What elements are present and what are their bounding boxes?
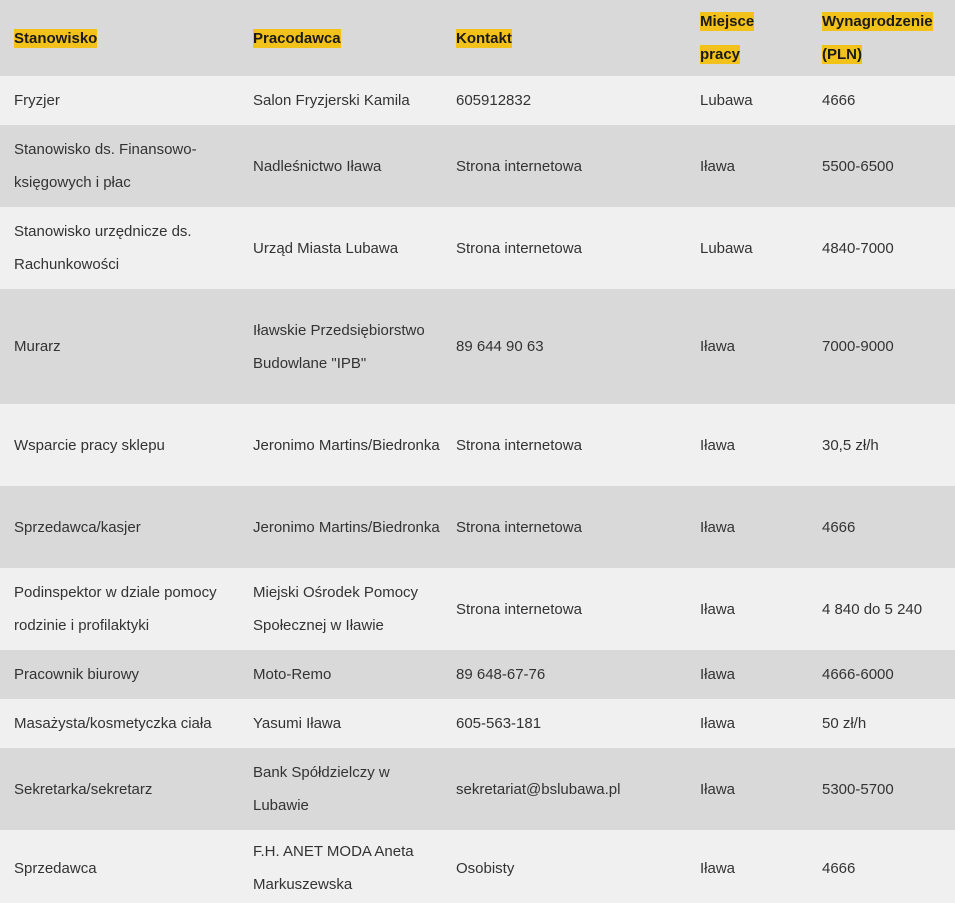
cell-kontakt: Strona internetowa <box>456 157 582 175</box>
cell-stanowisko: Pracownik biurowy <box>14 666 140 683</box>
table-header-row <box>0 0 955 76</box>
table-row <box>0 568 955 650</box>
cell-miejsce: Iława <box>700 436 736 454</box>
header-miejsce-pracy: Miejsce pracy <box>700 13 755 63</box>
cell-stanowisko: Murarz <box>14 338 61 355</box>
cell-wynagrodzenie: 4666 <box>822 518 856 536</box>
cell-miejsce: Iława <box>700 859 736 877</box>
cell-miejsce: Iława <box>700 338 736 355</box>
cell-stanowisko: Sprzedawca <box>14 859 97 877</box>
cell-pracodawca: Urząd Miasta Lubawa <box>253 239 399 257</box>
table-row <box>0 404 955 486</box>
cell-kontakt: Strona internetowa <box>456 518 582 536</box>
table-row <box>0 207 955 289</box>
table-row <box>0 748 955 830</box>
cell-miejsce: Lubawa <box>700 239 753 257</box>
cell-kontakt: 89 644 90 63 <box>456 338 544 355</box>
cell-wynagrodzenie: 4840-7000 <box>822 239 894 257</box>
table-row <box>0 76 955 125</box>
cell-wynagrodzenie: 5500-6500 <box>822 157 894 175</box>
cell-kontakt: Strona internetowa <box>456 239 582 257</box>
table-row <box>0 650 955 699</box>
cell-wynagrodzenie: 4 840 do 5 240 <box>822 600 923 618</box>
cell-stanowisko: Sekretarka/sekretarz <box>14 780 153 798</box>
header-kontakt: Kontakt <box>456 29 512 47</box>
cell-pracodawca: Iławskie Przedsiębiorstwo Budowlane "IPB" <box>253 321 425 372</box>
cell-kontakt: sekretariat@bslubawa.pl <box>456 780 621 798</box>
cell-stanowisko: Sprzedawca/kasjer <box>14 518 141 536</box>
cell-pracodawca: Jeronimo Martins/Biedronka <box>253 518 440 536</box>
cell-miejsce: Iława <box>700 666 736 683</box>
cell-pracodawca: Nadleśnictwo Iława <box>253 157 382 175</box>
table-row <box>0 125 955 207</box>
cell-kontakt: Osobisty <box>456 859 515 877</box>
cell-kontakt: 605-563-181 <box>456 715 542 732</box>
table-row <box>0 486 955 568</box>
header-stanowisko: Stanowisko <box>14 29 98 47</box>
cell-wynagrodzenie: 4666 <box>822 859 856 877</box>
cell-pracodawca: Jeronimo Martins/Biedronka <box>253 436 440 454</box>
cell-wynagrodzenie: 5300-5700 <box>822 780 894 798</box>
cell-wynagrodzenie: 30,5 zł/h <box>822 436 879 454</box>
cell-miejsce: Iława <box>700 600 736 618</box>
cell-wynagrodzenie: 4666-6000 <box>822 666 894 683</box>
cell-pracodawca: Salon Fryzjerski Kamila <box>253 92 410 109</box>
cell-kontakt: 89 648-67-76 <box>456 666 546 683</box>
header-pracodawca: Pracodawca <box>253 29 341 47</box>
cell-stanowisko: Wsparcie pracy sklepu <box>14 436 165 454</box>
table-row <box>0 699 955 748</box>
cell-miejsce: Iława <box>700 518 736 536</box>
cell-pracodawca: Miejski Ośrodek Pomocy Społecznej w Iławie <box>253 584 419 634</box>
cell-miejsce: Lubawa <box>700 92 753 109</box>
cell-miejsce: Iława <box>700 780 736 798</box>
table-row <box>0 830 955 903</box>
cell-wynagrodzenie: 4666 <box>822 92 856 109</box>
header-wynagrodzenie: Wynagrodzenie (PLN) <box>822 13 933 63</box>
cell-kontakt: Strona internetowa <box>456 436 582 454</box>
cell-miejsce: Iława <box>700 157 736 175</box>
table-row <box>0 289 955 404</box>
cell-kontakt: 605912832 <box>456 92 532 109</box>
cell-pracodawca: Yasumi Iława <box>253 715 342 732</box>
cell-wynagrodzenie: 7000-9000 <box>822 338 894 355</box>
cell-stanowisko: Fryzjer <box>14 92 60 109</box>
cell-stanowisko: Masażysta/kosmetyczka ciała <box>14 715 212 732</box>
cell-pracodawca: Moto-Remo <box>253 666 332 683</box>
cell-kontakt: Strona internetowa <box>456 600 582 618</box>
cell-miejsce: Iława <box>700 715 736 732</box>
cell-pracodawca: Bank Spółdzielczy w Lubawie <box>253 764 390 814</box>
cell-stanowisko: Stanowisko urzędnicze ds. Rachunkowości <box>14 223 192 273</box>
cell-stanowisko: Podinspektor w dziale pomocy rodzinie i profilaktyki <box>14 584 217 634</box>
cell-wynagrodzenie: 50 zł/h <box>822 715 867 732</box>
cell-pracodawca: F.H. ANET MODA Aneta Markuszewska <box>253 843 414 893</box>
cell-stanowisko: Stanowisko ds. Finansowo-księgowych i płac <box>14 141 197 191</box>
